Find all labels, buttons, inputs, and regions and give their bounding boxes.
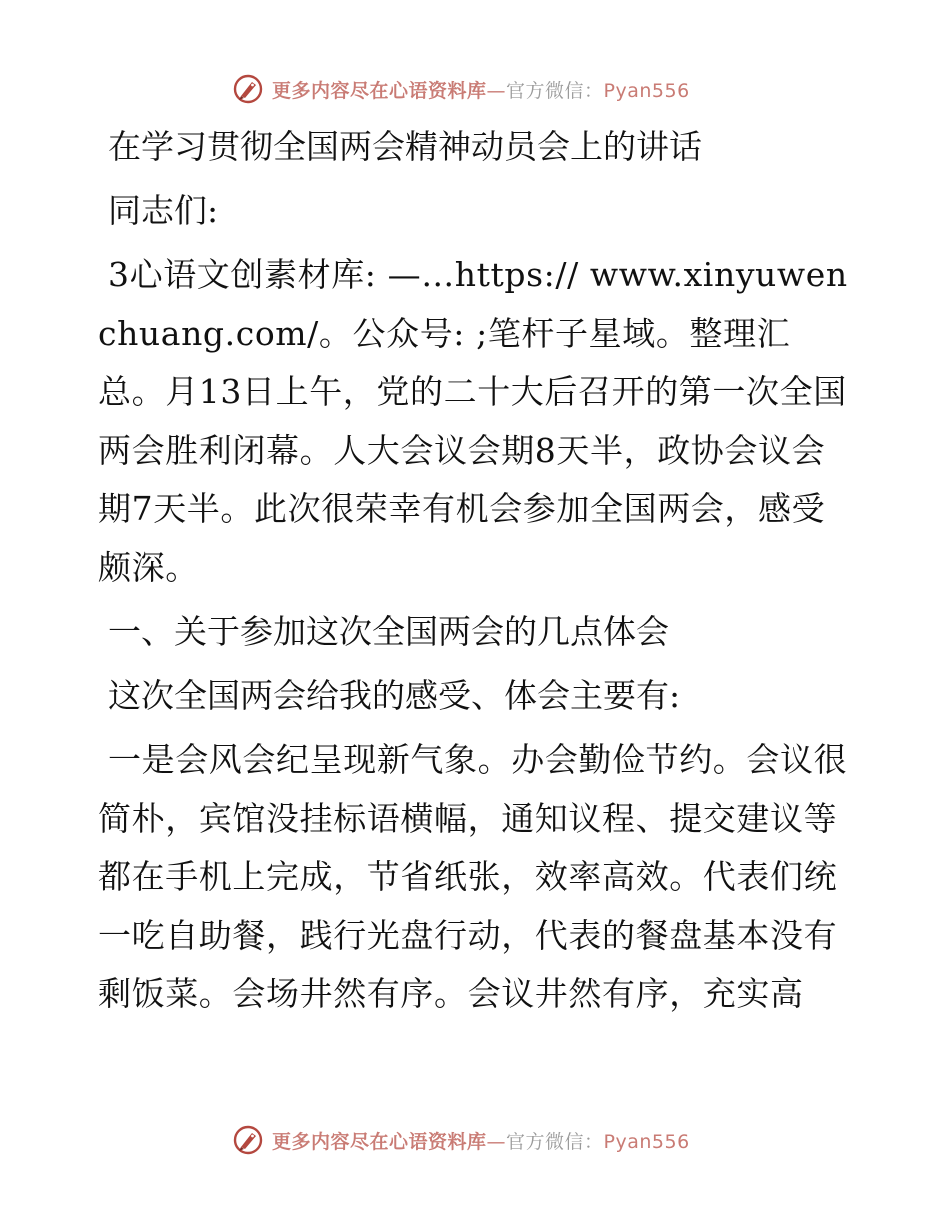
document-title: 在学习贯彻全国两会精神动员会上的讲话 (108, 127, 702, 166)
watermark-separator: — (486, 79, 507, 102)
intro-paragraph: 3心语文创素材库: —…https:// www.xinyuwenchuang.com/。公众号: ;笔杆子星域。整理汇总。月13日上午，党的二十大后召开的第一次全国两会胜利闭幕。人大会议会期8天半，政协会议会期7天半。此次很荣幸有机会参加全国两会，感受颇深。 (98, 255, 848, 587)
watermark-wechat-label: 官方微信： (506, 79, 604, 102)
watermark-text (272, 1127, 690, 1154)
footer-watermark (232, 1123, 732, 1157)
watermark-text (272, 76, 690, 103)
watermark-separator: — (486, 1130, 507, 1153)
header-watermark (232, 72, 732, 106)
section-heading: 一、关于参加这次全国两会的几点体会 (108, 612, 669, 651)
watermark-site-text: 更多内容尽在心语资料库 (272, 1130, 487, 1153)
pen-nib-logo-icon (232, 73, 264, 105)
point-one-paragraph: 一是会风会纪呈现新气象。办会勤俭节约。会议很简朴，宾馆没挂标语横幅，通知议程、提交建议等都在手机上完成，节省纸张，效率高效。代表们统一吃自助餐，践行光盘行动，代表的餐盘基本没有剩饭菜。会场井然有序。会议井然有序，充实高 (98, 740, 848, 1013)
pen-nib-logo-icon (232, 1124, 264, 1156)
watermark-wechat-id: Pyan556 (603, 79, 690, 102)
salutation: 同志们: (108, 191, 219, 230)
watermark-wechat-id: Pyan556 (603, 1130, 690, 1153)
watermark-site-text: 更多内容尽在心语资料库 (272, 79, 487, 102)
section-lead: 这次全国两会给我的感受、体会主要有: (108, 676, 681, 715)
watermark-wechat-label: 官方微信： (506, 1130, 604, 1153)
document-body (98, 118, 850, 1024)
